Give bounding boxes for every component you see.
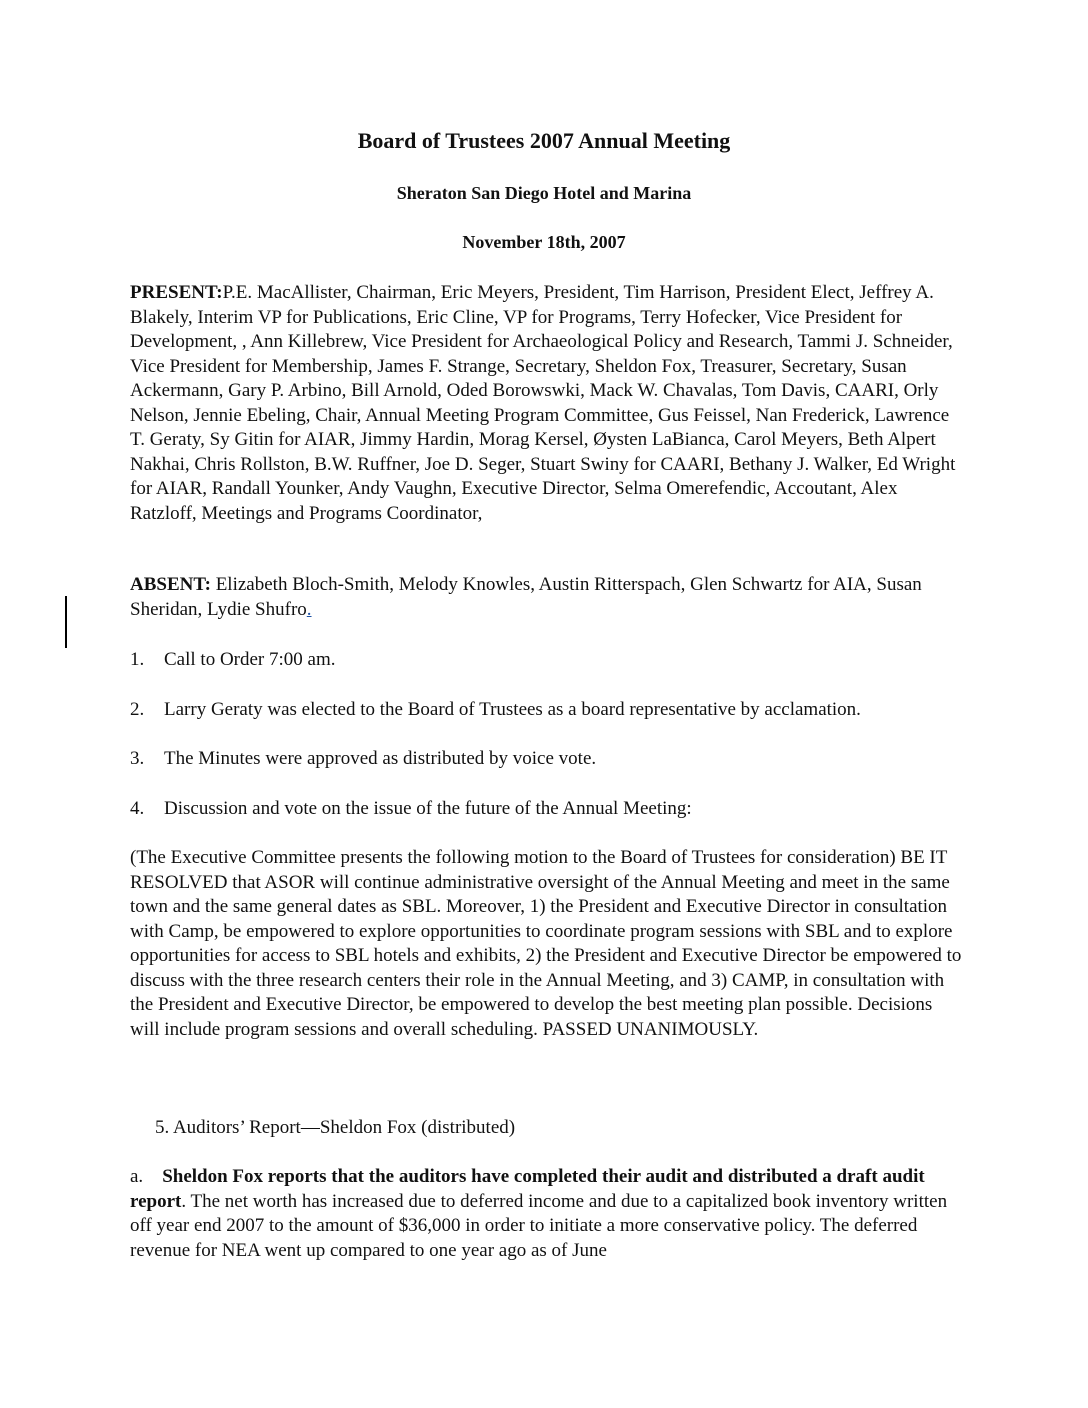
agenda-item-number: 1. (130, 649, 145, 670)
absent-list: Elizabeth Bloch-Smith, Melody Knowles, Austin Ritterspach, Glen Schwartz for AIA, Susan Sheridan, Lydie Shufro (130, 574, 922, 620)
document-title: Board of Trustees 2007 Annual Meeting (357, 128, 731, 153)
venue-subtitle: Sheraton San Diego Hotel and Marina (396, 183, 692, 203)
motion-paragraph: (The Executive Committee presents the following motion to the Board of Trustees for consideration) BE IT RESOLVED that ASOR will continue administrative oversight of the Annual Meeting and meet in the same town and the same general dates as SBL. Moreover, 1) the President and Executive Director in consultation with Camp, be empowered to explore opportunities to coordinate program sessions with SBL and to explore opportunities for access to SBL hotels and exhibits, 2) the President and Executive Director be empowered to discuss with the three research centers their role in the Annual Meeting, and 3) CAMP, in consultation with the President and Executive Director, be empowered to develop the best meeting plan possible. Decisions will include program sessions and overall scheduling. PASSED UNANIMOUSLY. (130, 847, 962, 1040)
section-bold-lead: Sheldon Fox reports that the auditors have completed their audit and distributed a draft audit report (130, 1166, 925, 1212)
agenda-item-auditors-report: 5. Auditors’ Report—Sheldon Fox (distributed) (155, 1117, 516, 1138)
agenda-item (130, 648, 336, 672)
meeting-date: November 18th, 2007 (462, 232, 626, 252)
section-label: a. (130, 1166, 144, 1187)
agenda-item (130, 797, 692, 821)
agenda-item-text: Larry Geraty was elected to the Board of Trustees as a board representative by acclamation. (164, 699, 861, 720)
agenda-item-number: 3. (130, 748, 145, 769)
agenda-item-number: 2. (130, 699, 145, 720)
present-list: P.E. MacAllister, Chairman, Eric Meyers, President, Tim Harrison, President Elect, Jeffrey A. Blakely, Interim VP for Publications, Eric Cline, VP for Programs, Terry Hofecker, Vice President for Development, , Ann Killebrew, Vice President for Archaeological Policy and Research, Tammi J. Schneider, Vice President for Membership, James F. Strange, Secretary, Sheldon Fox, Treasurer, Secretary, Susan Ackermann, Gary P. Arbino, Bill Arnold, Oded Borowswki, Mack W. Chavalas, Tom Davis, CAARI, Orly Nelson, Jennie Ebeling, Chair, Annual Meeting Program Committee, Gus Feissel, Nan Frederick, Lawrence T. Geraty, Sy Gitin for AIAR, Jimmy Hardin, Morag Kersel, Øysten LaBianca, Carol Meyers, Beth Alpert Nakhai, Chris Rollston, B.W. Ruffner, Joe D. Seger, Stuart Swiny for CAARI, Bethany J. Walker, Ed Wright for AIAR, Randall Younker, Andy Vaughn, Executive Director, Selma Omerefendic, Accoutant, Alex Ratzloff, Meetings and Programs Coordinator, (130, 282, 956, 524)
absent-label: ABSENT: (130, 574, 211, 595)
agenda-item-text: Call to Order 7:00 am. (164, 649, 336, 670)
agenda-item (130, 747, 596, 771)
section-body: . The net worth has increased due to deferred income and due to a capitalized book inventory written off year end 2007 to the amount of $36,000 in order to initiate a more conservative policy. The deferred revenue for NEA went up compared to one year ago as of June (130, 1190, 948, 1261)
agenda-item-text: The Minutes were approved as distributed by voice vote. (164, 748, 597, 769)
present-paragraph (130, 281, 962, 526)
agenda-item (130, 698, 861, 722)
auditors-report-paragraph (130, 1165, 962, 1263)
absent-paragraph (130, 573, 962, 622)
present-label: PRESENT: (130, 282, 223, 303)
revision-change-bar (65, 596, 67, 648)
agenda-item-text: Discussion and vote on the issue of the future of the Annual Meeting: (164, 798, 692, 819)
absent-end-mark: . (306, 598, 312, 620)
agenda-item-number: 4. (130, 798, 145, 819)
